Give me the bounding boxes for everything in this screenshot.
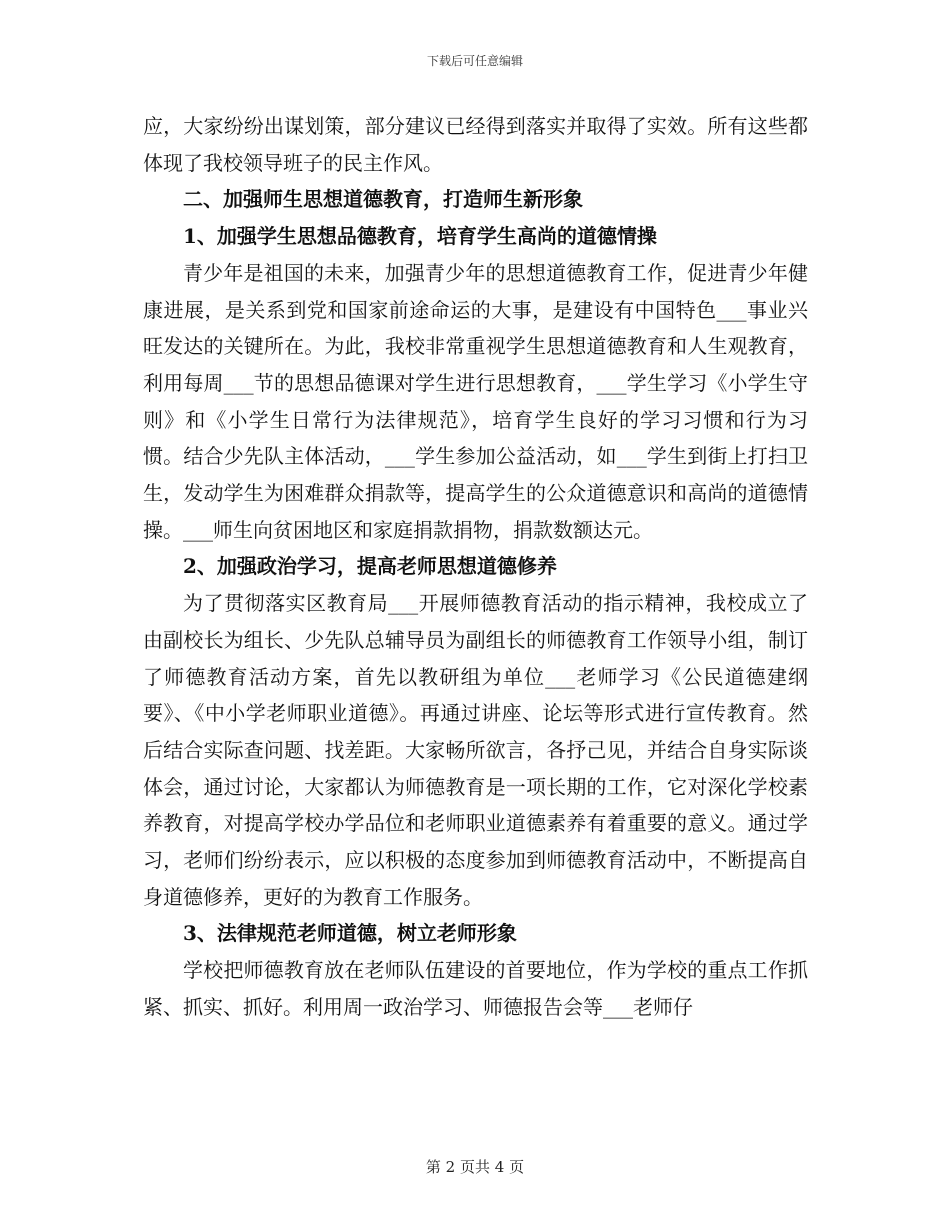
section-heading-2: 二、加强师生思想道德教育，打造师生新形象 <box>183 187 583 212</box>
page-header: 下载后可任意编辑 <box>426 54 523 68</box>
subsection-heading-2: 2、加强政治学习，提高老师思想道德修养 <box>183 554 557 579</box>
page-footer: 第 2 页共 4 页 <box>425 1158 525 1176</box>
paragraph-student-education: 青少年是祖国的未来，加强青少年的思想道德教育工作，促进青少年健康进展，是关系到党和国家前途命运的大事，是建设有中国特色___事业兴旺发达的关键所在。为此，我校非常重视学生思想道德教育和人生观教育，利用每周___节的思想品德课对学生进行思想教育，___学生学习《小学生守则》和《小学生日常行为法律规范》，培育学生良好的学习习惯和行为习惯。结合少先队主体活动，___学生参加公益活动，如___学生到街上打扫卫生，发动学生为困难群众捐款等，提高学生的公众道德意识和高尚的道德情操。___师生向贫困地区和家庭捐款捐物，捐款数额达元。 <box>143 260 808 542</box>
paragraph-teacher-study: 为了贯彻落实区教育局___开展师德教育活动的指示精神，我校成立了由副校长为组长、少先队总辅导员为副组长的师德教育工作领导小组，制订了师德教育活动方案，首先以教研组为单位___老师学习《公民道德建纲要》、《中小学老师职业道德》。再通过讲座、论坛等形式进行宣传教育。然后结合实际查问题、找差距。大家畅所欲言，各抒己见，并结合自身实际谈体会，通过讨论，大家都认为师德教育是一项长期的工作，它对深化学校素养教育，对提高学校办学品位和老师职业道德素养有着重要的意义。通过学习，老师们纷纷表示，应以积极的态度参加到师德教育活动中，不断提高自身道德修养，更好的为教育工作服务。 <box>143 591 808 909</box>
subsection-heading-3: 3、法律规范老师道德，树立老师形象 <box>183 921 517 946</box>
subsection-heading-1: 1、加强学生思想品德教育，培育学生高尚的道德情操 <box>183 224 657 249</box>
paragraph-teacher-ethics: 学校把师德教育放在老师队伍建设的首要地位，作为学校的重点工作抓紧、抓实、抓好。利用周一政治学习、师德报告会等___老师仔 <box>143 958 808 1019</box>
page-content <box>143 108 808 1026</box>
paragraph-continuation: 应，大家纷纷出谋划策，部分建议已经得到落实并取得了实效。所有这些都体现了我校领导班子的民主作风。 <box>143 114 808 175</box>
